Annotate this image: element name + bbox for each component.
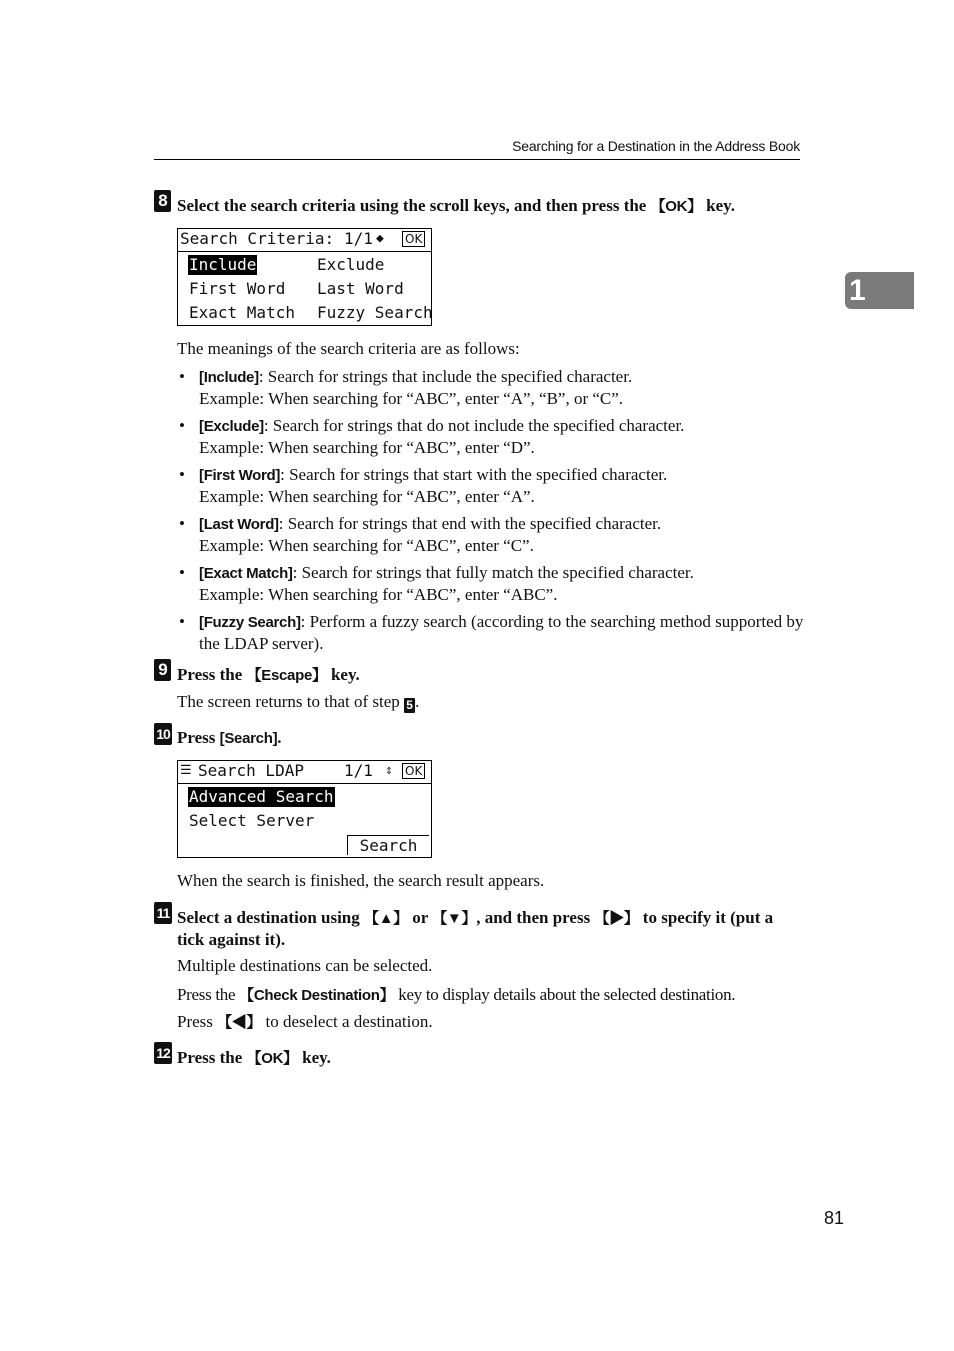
criteria-item-exclude [177,415,807,458]
criteria-desc: : Search for strings that start with the specified character. [280,465,668,484]
step-12-text-a: Press the [177,1048,247,1067]
page-number: 81 [824,1208,845,1228]
step-12-text-b: key. [297,1048,331,1067]
criteria-key: [Last Word] [199,516,279,533]
chapter-tab: 1 [845,272,914,309]
check-destination-key-label: 【Check Destination】 [239,987,395,1004]
criteria-intro: The meanings of the search criteria are as follows: [177,339,520,358]
step-11-note-1: Multiple destinations can be selected. [177,956,433,975]
step-10-title [177,728,282,748]
search-criteria-screen [177,228,432,326]
lcd-title-bar [178,229,431,252]
lcd-title-bar [178,761,431,784]
step-9-note-a: The screen returns to that of step [177,692,405,711]
criteria-exclude[interactable]: Exclude [317,255,385,274]
criteria-item-last-word [177,513,807,556]
criteria-key: [Exclude] [199,418,264,435]
step-11-number: 11 [154,902,172,924]
search-button[interactable]: Search [347,835,429,855]
down-key-label: 【▼】 [432,910,477,927]
criteria-example: Example: When searching for “ABC”, enter “C”. [199,536,534,555]
step-8-text-b: key. [701,196,735,215]
criteria-last-word[interactable]: Last Word [317,279,404,298]
step-11-text-a: Select a destination using [177,908,365,927]
lcd-page: 1/1 [344,229,373,248]
step-8-number: 8 [154,190,171,212]
step-11-title [177,907,802,950]
step-11-note-3 [177,1011,433,1032]
step-11-note-2 [177,984,735,1005]
step-9-title [177,664,360,685]
criteria-key: [Exact Match] [199,565,293,582]
ok-badge: OK [402,231,425,247]
step-5-ref-icon: 5 [404,698,415,713]
scroll-arrows-icon: ◆ [376,231,384,246]
criteria-example: Example: When searching for “ABC”, enter “D”. [199,438,535,457]
criteria-desc: : Search for strings that end with the specified character. [278,514,662,533]
criteria-example: Example: When searching for “ABC”, enter “A”. [199,487,535,506]
ok-key-label: 【OK】 [650,198,702,215]
lcd-page: 1/1 [344,761,373,780]
advanced-search-item[interactable]: Advanced Search [189,787,334,806]
step-11-note-3b: to deselect a destination. [261,1012,433,1031]
criteria-include[interactable]: Include [189,255,257,274]
step-10-text-b: . [277,728,282,747]
criteria-exact-match[interactable]: Exact Match [189,303,295,322]
ok-key-label: 【OK】 [246,1050,298,1067]
header-rule [154,159,800,160]
criteria-example: Example: When searching for “ABC”, enter “A”, “B”, or “C”. [199,389,624,408]
criteria-item-include [177,366,807,409]
step-11-text-c: to specify it (put a tick against it). [177,908,774,949]
select-server-item[interactable]: Select Server [189,811,315,830]
criteria-item-exact-match [177,562,807,605]
step-8-title [177,195,735,216]
criteria-first-word[interactable]: First Word [189,279,286,298]
step-11-note-3a: Press [177,1012,218,1031]
criteria-list [177,366,807,660]
up-key-label: 【▲】 [364,910,408,927]
criteria-desc: : Search for strings that do not include the specified character. [263,416,685,435]
scroll-up-down-icon: ⇕ [385,763,393,778]
step-10-text-a: Press [177,728,220,747]
running-header: Searching for a Destination in the Address Book [512,138,800,154]
step-9-note-b: . [415,692,420,711]
ok-badge: OK [402,763,425,779]
search-key-label: [Search] [219,730,278,747]
step-9-text-b: key. [326,665,360,684]
step-11-note-2b: key to display details about the selected destination. [394,985,736,1004]
lcd-title: Search LDAP [198,761,304,780]
step-11-text-or: or [407,908,433,927]
criteria-desc: : Search for strings that fully match the specified character. [292,563,694,582]
criteria-desc: : Perform a fuzzy search (according to the searching method supported by the LDAP server). [199,612,804,653]
step-12-number: 12 [154,1042,172,1064]
escape-key-label: 【Escape】 [246,667,327,684]
step-9-number: 9 [154,659,171,681]
criteria-key: [Include] [199,369,259,386]
criteria-item-fuzzy-search [177,611,807,654]
criteria-example: Example: When searching for “ABC”, enter “ABC”. [199,585,558,604]
lcd-title: Search Criteria: [180,229,335,248]
search-ldap-screen [177,760,432,858]
step-12-title [177,1047,331,1068]
step-11-text-b: , and then press [476,908,595,927]
criteria-item-first-word [177,464,807,507]
step-10-number: 10 [154,723,172,745]
step-11-note-2a: Press the [177,985,240,1004]
step-9-text-a: Press the [177,665,247,684]
step-8-text-a: Select the search criteria using the scroll keys, and then press the [177,196,651,215]
left-key-label: 【◀】 [217,1014,262,1031]
criteria-desc: : Search for strings that include the specified character. [258,367,633,386]
criteria-fuzzy-search[interactable]: Fuzzy Search [317,303,433,322]
criteria-key: [Fuzzy Search] [199,614,301,631]
step-9-note [177,692,419,713]
list-icon: ☰ [180,763,192,778]
step-10-note: When the search is finished, the search result appears. [177,871,545,890]
criteria-key: [First Word] [199,467,281,484]
right-key-label: 【▶】 [594,910,639,927]
